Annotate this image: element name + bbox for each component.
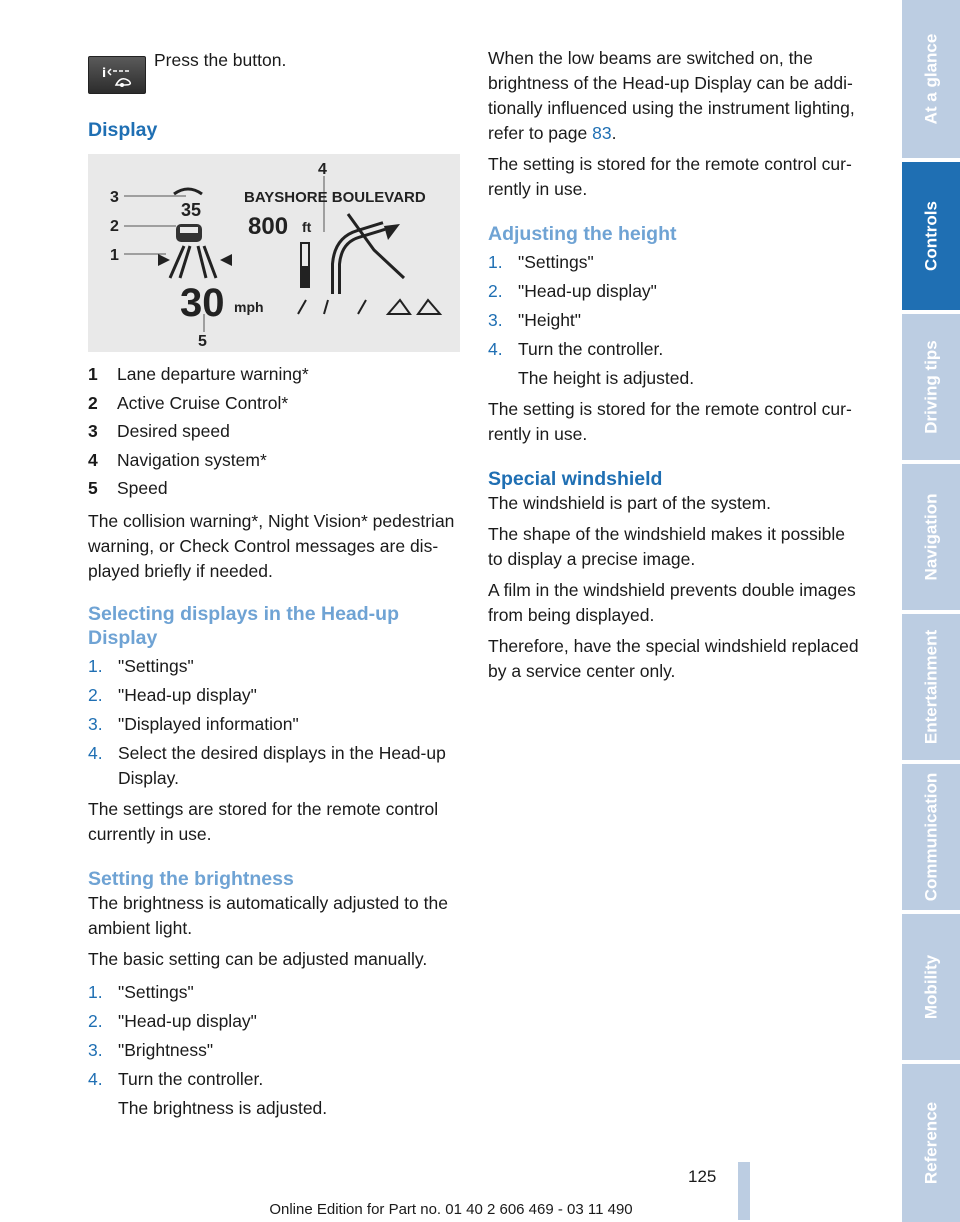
- speed-unit: mph: [234, 299, 264, 315]
- windshield-p4: Therefore, have the special windshield replaced by a service center only.: [488, 636, 859, 681]
- display-heading: Display: [88, 119, 158, 141]
- step: 2. "Head-up display": [88, 684, 257, 705]
- callout-4: 4: [318, 161, 327, 178]
- page-number: 125: [688, 1167, 717, 1186]
- brightness-steps: [88, 980, 466, 1092]
- setting-stored-note: The setting is stored for the remote control currently in use.: [488, 154, 852, 199]
- tab-mobility[interactable]: Mobility: [902, 914, 960, 1060]
- step: 4. Select the desired displays in the Head-up Display.: [88, 742, 446, 788]
- step: 1. "Settings": [88, 981, 194, 1002]
- step: 1. "Settings": [488, 252, 594, 272]
- tab-at-a-glance[interactable]: At a glance: [902, 0, 960, 158]
- step: 3. "Brightness": [88, 1039, 214, 1060]
- step: 4. Turn the controller.: [88, 1068, 264, 1089]
- step: 2. "Head-up display": [88, 1010, 257, 1031]
- windshield-p2: The shape of the windshield makes it possible to display a precise image.: [488, 524, 846, 569]
- legend-item: 3 Desired speed: [88, 421, 230, 441]
- tab-communication[interactable]: Communication: [902, 764, 960, 910]
- page-ref-link[interactable]: 83: [592, 123, 612, 143]
- height-result: The height is adjusted.: [518, 368, 695, 388]
- selecting-note: The settings are stored for the remote control currently in use.: [88, 798, 439, 844]
- step: 4. Turn the controller.: [488, 339, 664, 359]
- distance-value: 800: [248, 213, 289, 240]
- height-steps: [488, 250, 864, 362]
- street-name: BAYSHORE BOULEVARD: [244, 189, 426, 206]
- tab-entertainment[interactable]: Entertainment: [902, 614, 960, 760]
- tab-driving-tips[interactable]: Driving tips: [902, 314, 960, 460]
- tab-reference[interactable]: Reference: [902, 1064, 960, 1222]
- desired-speed-value: 35: [181, 200, 202, 220]
- legend-item: 5 Speed: [88, 478, 168, 498]
- head-up-display-figure: [88, 154, 460, 352]
- step: 3. "Height": [488, 310, 582, 330]
- windshield-p3: A film in the windshield prevents double images from being displayed.: [488, 580, 856, 625]
- left-column: [88, 46, 466, 1121]
- step: 3. "Displayed information": [88, 713, 299, 734]
- display-note: The collision warning*, Night Vision* pedestrian warning, or Check Control messages are displayed briefly if needed.: [88, 510, 455, 581]
- callout-1: 1: [110, 247, 119, 264]
- height-note: The setting is stored for the remote control currently in use.: [488, 399, 852, 444]
- tab-controls[interactable]: Controls: [902, 162, 960, 310]
- low-beams-paragraph: When the low beams are switched on, the brightness of the Head-up Display can be additionally influenced using the instrument lighting, refer to page 83.: [488, 48, 855, 143]
- button-instruction: [88, 46, 466, 96]
- tab-navigation[interactable]: Navigation: [902, 464, 960, 610]
- press-button-text: Press the button.: [154, 50, 287, 70]
- footer-edition: Online Edition for Part no. 01 40 2 606 469 - 03 11 490: [269, 1201, 633, 1218]
- windshield-heading: Special windshield: [488, 468, 663, 490]
- brightness-heading: Setting the brightness: [88, 867, 294, 890]
- legend-item: 2 Active Cruise Control*: [88, 392, 289, 413]
- head-up-display-button-icon: [88, 56, 146, 94]
- speed-value: 30: [180, 281, 225, 325]
- step: 2. "Head-up display": [488, 281, 657, 301]
- hud-illustration: [88, 154, 460, 352]
- brightness-p1: The brightness is automatically adjusted to the ambient light.: [88, 892, 448, 938]
- distance-unit: ft: [302, 219, 312, 235]
- brightness-result: The brightness is adjusted.: [118, 1097, 328, 1118]
- svg-text:i: i: [102, 66, 107, 80]
- chapter-tabs: [902, 0, 960, 1222]
- legend-item: 4 Navigation system*: [88, 449, 267, 470]
- callout-5: 5: [198, 333, 207, 350]
- legend-item: 1 Lane departure warning*: [88, 364, 309, 384]
- callout-2: 2: [110, 218, 119, 235]
- brightness-p2: The basic setting can be adjusted manually.: [88, 948, 428, 969]
- selecting-heading: Selecting displays in the Head-up Display: [88, 602, 399, 649]
- figure-legend: [88, 362, 466, 505]
- right-column: [488, 46, 864, 690]
- callout-3: 3: [110, 189, 119, 206]
- step: 1. "Settings": [88, 655, 194, 676]
- windshield-p1: The windshield is part of the system.: [488, 493, 772, 513]
- selecting-steps: [88, 654, 466, 791]
- height-heading: Adjusting the height: [488, 223, 677, 245]
